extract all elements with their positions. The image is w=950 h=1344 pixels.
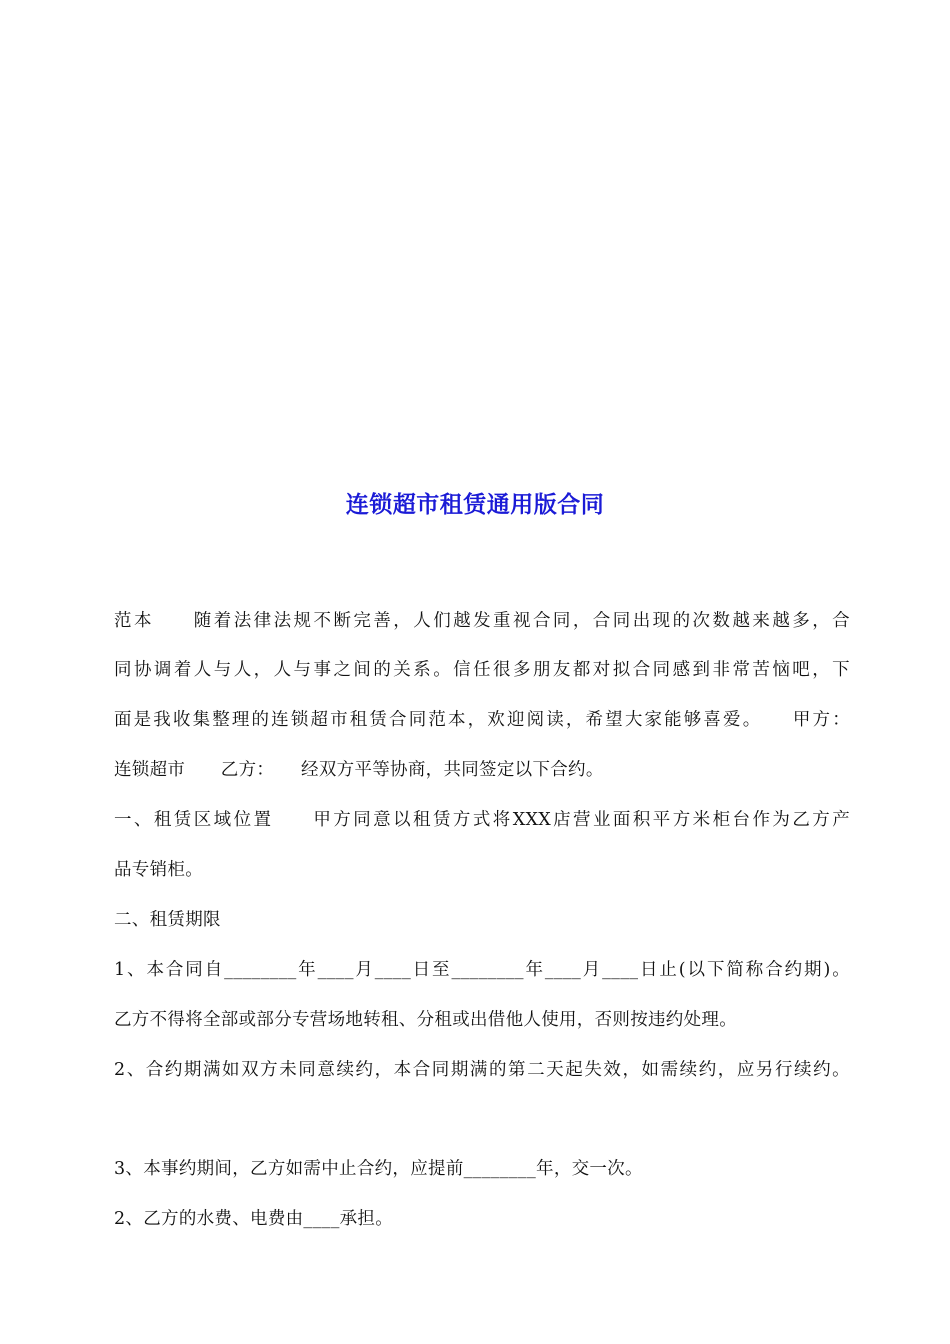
paragraph-line: 范本 随着法律法规不断完善，人们越发重视合同，合同出现的次数越来越多，合 — [114, 611, 850, 631]
clause-item: 3、本事约期间，乙方如需中止合约，应提前________年，交一次。 — [114, 1159, 643, 1179]
paragraph-line: 连锁超市 乙方： 经双方平等协商，共同签定以下合约。 — [114, 760, 604, 780]
clause-item: 2、乙方的水费、电费由____承担。 — [114, 1209, 394, 1229]
paragraph-line: 乙方不得将全部或部分专营场地转租、分租或出借他人使用，否则按违约处理。 — [114, 1010, 737, 1030]
document-title: 连锁超市租赁通用版合同 — [345, 491, 605, 518]
paragraph-line: 面是我收集整理的连锁超市租赁合同范本，欢迎阅读，希望大家能够喜爱。 甲方： — [114, 710, 850, 730]
clause-heading-line: 一、租赁区域位置 甲方同意以租赁方式将XXX店营业面积平方米柜台作为乙方产 — [114, 810, 850, 830]
clause-item: 2、合约期满如双方未同意续约，本合同期满的第二天起失效，如需续约，应另行续约。 — [114, 1060, 850, 1080]
paragraph-line: 同协调着人与人，人与事之间的关系。信任很多朋友都对拟合同感到非常苦恼吧，下 — [114, 660, 850, 680]
clause-heading: 二、租赁期限 — [114, 910, 221, 930]
paragraph-line: 品专销柜。 — [114, 860, 203, 880]
clause-item: 1、本合同自________年____月____日至________年____月____日止(以下简称合约期)。 — [114, 960, 850, 980]
